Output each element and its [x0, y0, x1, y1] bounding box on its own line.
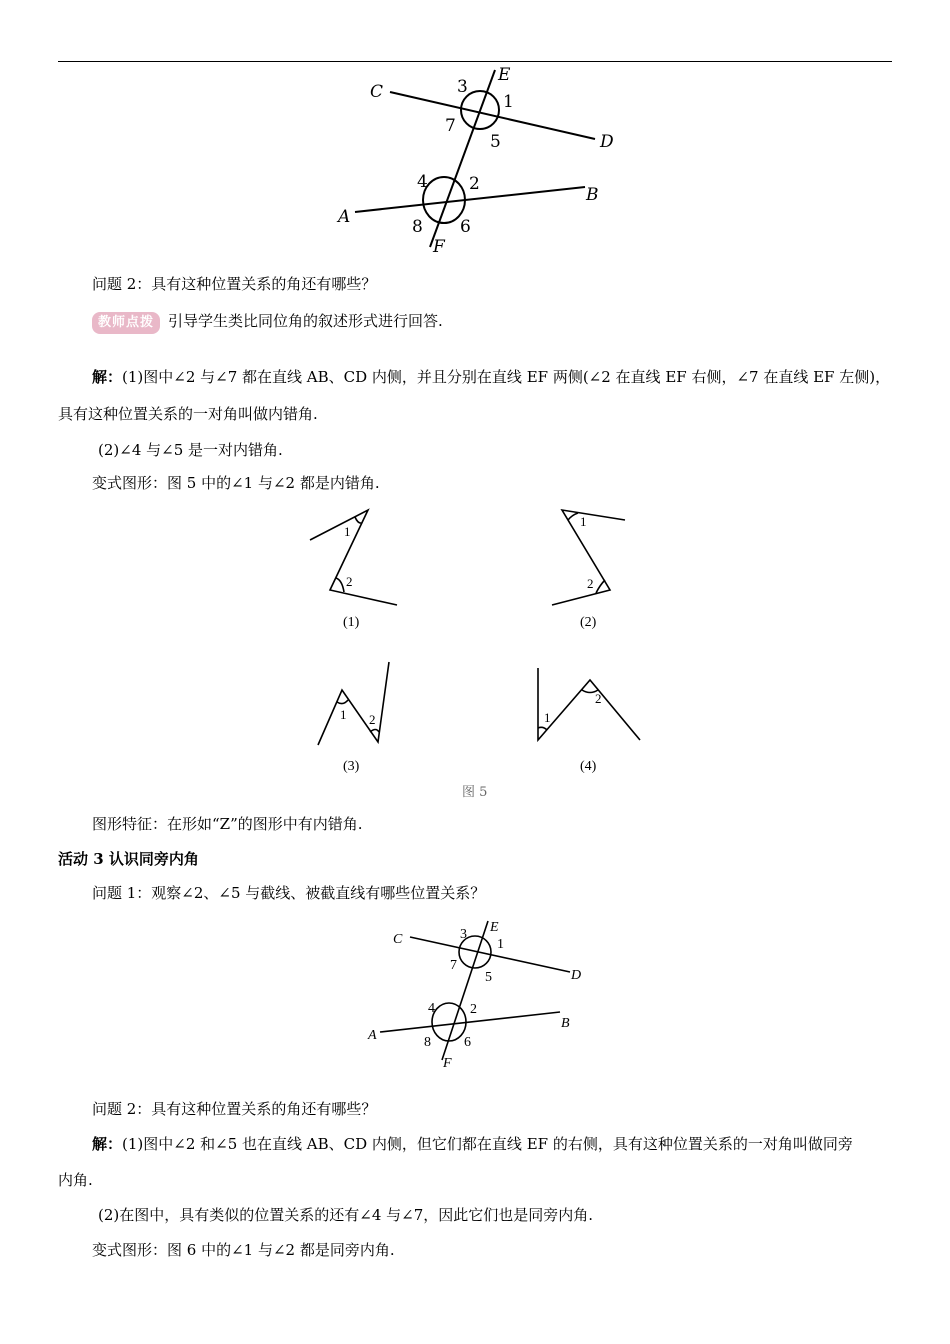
fig5-shape-1	[310, 510, 397, 605]
fig5-arc-3a	[337, 700, 348, 704]
solution-1-line-2: 具有这种位置关系的一对角叫做内错角.	[58, 405, 318, 423]
fig5-caption-3: (3)	[343, 759, 360, 774]
angle-label-5-2: 5	[485, 970, 492, 985]
fig5-arc-3b	[370, 730, 379, 733]
fig5-title: 图 5	[462, 785, 488, 800]
angle-label-3-2: 3	[460, 927, 467, 942]
activity-3-heading: 活动 3 认识同旁内角	[58, 850, 199, 868]
label-c-2: C	[393, 932, 403, 947]
fig5-2-angle-2: 2	[587, 576, 594, 591]
figure-5	[300, 500, 660, 800]
label-e: E	[498, 65, 511, 85]
label-c: C	[370, 82, 384, 102]
label-f-2: F	[443, 1056, 452, 1070]
label-e-2: E	[490, 920, 499, 935]
figure-feature: 图形特征：在形如“Z”的图形中有内错角.	[92, 815, 363, 833]
label-b: B	[586, 185, 599, 205]
solution-1-part-2: (2)∠4 与∠5 是一对内错角.	[98, 441, 283, 459]
solution-label: 解：	[92, 368, 123, 386]
fig5-arc-1b	[336, 578, 344, 592]
fig5-arc-1a	[355, 517, 362, 523]
fig5-arc-4a	[538, 727, 547, 730]
label-f: F	[433, 237, 445, 257]
label-d-2: D	[571, 968, 582, 983]
variant-figure-6-text: 变式图形：图 6 中的∠1 与∠2 都是同旁内角.	[92, 1241, 395, 1259]
teacher-tip-text: 引导学生类比同位角的叙述形式进行回答.	[168, 312, 443, 330]
label-a-2: A	[368, 1028, 377, 1043]
fig5-2-angle-1: 1	[580, 514, 587, 529]
solution-2-part-2: (2)在图中，具有类似的位置关系的还有∠4 与∠7，因此它们也是同旁内角.	[98, 1206, 594, 1224]
fig5-caption-4: (4)	[580, 759, 597, 774]
angle-circle-lower-2	[432, 1003, 466, 1041]
angle-label-4-2: 4	[428, 1001, 435, 1016]
angle-label-8: 8	[412, 217, 423, 237]
fig5-1-angle-2: 2	[346, 574, 353, 589]
transversal-figure-1	[330, 62, 630, 262]
fig5-caption-1: (1)	[343, 615, 360, 630]
question-1: 问题 1：观察∠2、∠5 与截线、被截直线有哪些位置关系？	[92, 884, 486, 902]
angle-label-6: 6	[460, 217, 471, 237]
fig5-4-angle-2: 2	[595, 691, 602, 706]
fig5-4-angle-1: 1	[544, 710, 551, 725]
angle-label-6-2: 6	[464, 1035, 471, 1050]
angle-label-8-2: 8	[424, 1035, 431, 1050]
fig5-arc-2a	[568, 513, 578, 520]
angle-label-1-2: 1	[497, 937, 504, 952]
angle-label-7: 7	[445, 116, 456, 136]
transversal-figure-2	[360, 915, 600, 1070]
angle-label-5: 5	[490, 132, 501, 152]
solution-1-line-1: 解：(1)图中∠2 与∠7 都在直线 AB、CD 内侧，并且分别在直线 EF 两侧(∠2 在直线 EF 右侧，∠7 在直线 EF 左侧)，	[92, 368, 891, 386]
fig5-caption-2: (2)	[580, 615, 597, 630]
fig5-3-angle-2: 2	[369, 712, 376, 727]
teacher-tip-badge: 教师点拨	[92, 312, 160, 334]
fig5-shape-4	[538, 668, 640, 740]
angle-label-1: 1	[503, 92, 514, 112]
angle-label-4: 4	[417, 172, 428, 192]
label-b-2: B	[561, 1016, 570, 1031]
question-2: 问题 2：具有这种位置关系的角还有哪些？	[92, 275, 377, 293]
angle-label-2: 2	[469, 174, 480, 194]
label-a: A	[338, 207, 351, 227]
label-d: D	[600, 132, 614, 152]
solution-2-line-1: 解：(1)图中∠2 和∠5 也在直线 AB、CD 内侧，但它们都在直线 EF 的右侧，具有这种位置关系的一对角叫做同旁	[92, 1135, 853, 1153]
fig5-shape-3	[318, 662, 389, 745]
teacher-tip	[92, 311, 443, 334]
solution-2-line-2: 内角.	[58, 1171, 93, 1189]
variant-figure-5-text: 变式图形：图 5 中的∠1 与∠2 都是内错角.	[92, 474, 380, 492]
angle-label-3: 3	[457, 77, 468, 97]
fig5-3-angle-1: 1	[340, 707, 347, 722]
angle-label-7-2: 7	[450, 958, 457, 973]
angle-label-2-2: 2	[470, 1002, 477, 1017]
solution-2-label: 解：	[92, 1135, 123, 1153]
question-2b: 问题 2：具有这种位置关系的角还有哪些？	[92, 1100, 377, 1118]
fig5-1-angle-1: 1	[344, 524, 351, 539]
